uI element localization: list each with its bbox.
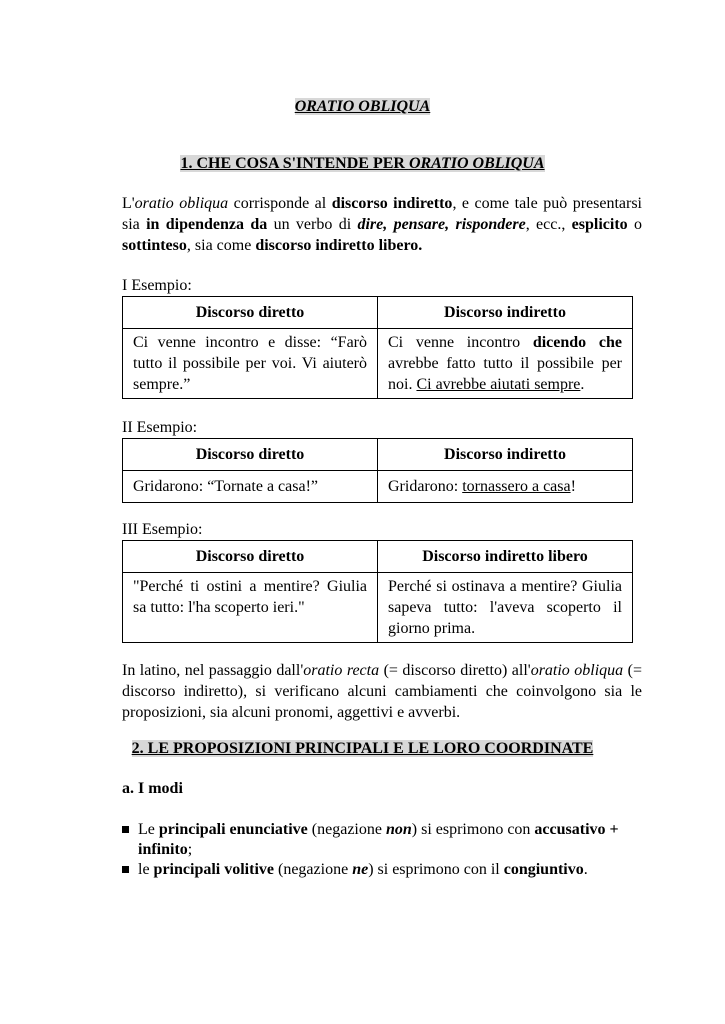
item-bold-italic: non <box>385 821 412 838</box>
para-text: (= discorso indiretto), si verificano alcuni cambiamenti che coinvolgono sia le proposizioni, sia alcuni pronomi, aggettivi e avverbi. <box>122 662 643 721</box>
intro-bold: in dipendenza da <box>146 216 268 233</box>
item-text: le <box>138 861 154 878</box>
para-text: (= discorso diretto) all' <box>379 662 531 679</box>
item-bold: congiuntivo <box>503 861 584 878</box>
example-1-header-left: Discorso diretto <box>123 297 378 329</box>
example-1-direct: Ci venne incontro e disse: “Farò tutto il possibile per voi. Vi aiuterò sempre.” <box>123 329 378 399</box>
intro-text: L' <box>122 195 135 212</box>
intro-text: , e come tale può presentarsi sia <box>122 195 643 233</box>
example-1-label: I Esempio: <box>122 277 192 294</box>
item-text: ; <box>187 841 193 858</box>
example-3-indirect: Perché si ostinava a mentire? Giulia sapeva tutto: l'aveva scoperto il giorno prima. <box>378 573 633 643</box>
item-text: ) si esprimono con il <box>368 861 504 878</box>
example-1-table <box>122 296 633 399</box>
example-2-header-right: Discorso indiretto <box>378 439 633 471</box>
table-row <box>123 297 633 329</box>
example-2-direct: Gridarono: “Tornate a casa!” <box>123 471 378 503</box>
subsection-heading: a. I modi <box>122 780 183 797</box>
document-title-text: ORATIO OBLIQUA <box>294 98 431 115</box>
item-text: ) si esprimono con <box>411 821 535 838</box>
intro-text: , ecc., <box>525 216 572 233</box>
intro-text: oratio obliqua <box>134 195 229 212</box>
intro-bold: discorso indiretto <box>331 195 453 212</box>
example-3-table <box>122 540 633 643</box>
square-bullet-icon <box>122 866 129 873</box>
item-text: . <box>583 861 588 878</box>
document-title <box>0 96 725 118</box>
intro-text: un verbo di <box>267 216 358 233</box>
section-1-heading <box>0 153 725 175</box>
cell-bold: dicendo che <box>532 334 622 351</box>
list-item <box>122 860 647 880</box>
section-1-italic: ORATIO OBLIQUA <box>408 155 545 172</box>
example-2-indirect <box>378 471 633 503</box>
para-italic: oratio obliqua <box>530 662 624 679</box>
section-1-prefix: 1. CHE COSA S'INTENDE PER <box>180 155 409 172</box>
item-bold: principali volitive <box>153 861 274 878</box>
cell-text: Ci venne incontro <box>388 334 533 351</box>
cell-underlined: Ci avrebbe aiutati sempre <box>416 376 581 393</box>
item-bold: accusativo + infinito <box>138 821 619 858</box>
item-bold: principali enunciative <box>158 821 308 838</box>
cell-text: Gridarono: <box>388 478 463 495</box>
transition-paragraph <box>122 660 642 723</box>
intro-bold-italic: dire, pensare, rispondere <box>357 216 526 233</box>
rules-list <box>122 820 647 880</box>
item-text: Le <box>138 821 159 838</box>
section-2-heading-text: 2. LE PROPOSIZIONI PRINCIPALI E LE LORO COORDINATE <box>131 740 594 757</box>
example-2-header-left: Discorso diretto <box>123 439 378 471</box>
intro-text: corrisponde al <box>228 195 332 212</box>
square-bullet-icon <box>122 826 129 833</box>
cell-text: ! <box>570 478 576 495</box>
para-text: In latino, nel passaggio dall' <box>122 662 304 679</box>
example-2-label: II Esempio: <box>122 419 198 436</box>
para-italic: oratio recta <box>303 662 380 679</box>
example-2-table <box>122 438 633 503</box>
example-3-label: III Esempio: <box>122 521 203 538</box>
table-row <box>123 439 633 471</box>
section-2-heading <box>0 738 725 760</box>
intro-bold: sottinteso <box>122 237 187 254</box>
example-1-indirect <box>378 329 633 399</box>
item-bold-italic: ne <box>352 861 369 878</box>
intro-bold: discorso indiretto libero. <box>255 237 423 254</box>
cell-text: avrebbe fatto tutto il possibile per noi. <box>388 355 622 393</box>
cell-underlined: tornassero a casa <box>462 478 571 495</box>
example-3-direct: "Perché ti ostini a mentire? Giulia sa tutto: l'ha scoperto ieri." <box>123 573 378 643</box>
section-1-heading-text <box>180 155 544 172</box>
intro-bold: esplicito <box>571 216 628 233</box>
intro-text: o <box>627 216 642 233</box>
table-row <box>123 471 633 503</box>
table-row <box>123 573 633 643</box>
example-1-header-right: Discorso indiretto <box>378 297 633 329</box>
table-row <box>123 541 633 573</box>
example-3-header-right: Discorso indiretto libero <box>378 541 633 573</box>
intro-text: , sia come <box>186 237 256 254</box>
intro-paragraph <box>122 193 642 256</box>
example-3-header-left: Discorso diretto <box>123 541 378 573</box>
item-text: (negazione <box>307 821 386 838</box>
item-text: (negazione <box>274 861 353 878</box>
list-item <box>122 820 647 860</box>
table-row <box>123 329 633 399</box>
cell-text: . <box>580 376 585 393</box>
